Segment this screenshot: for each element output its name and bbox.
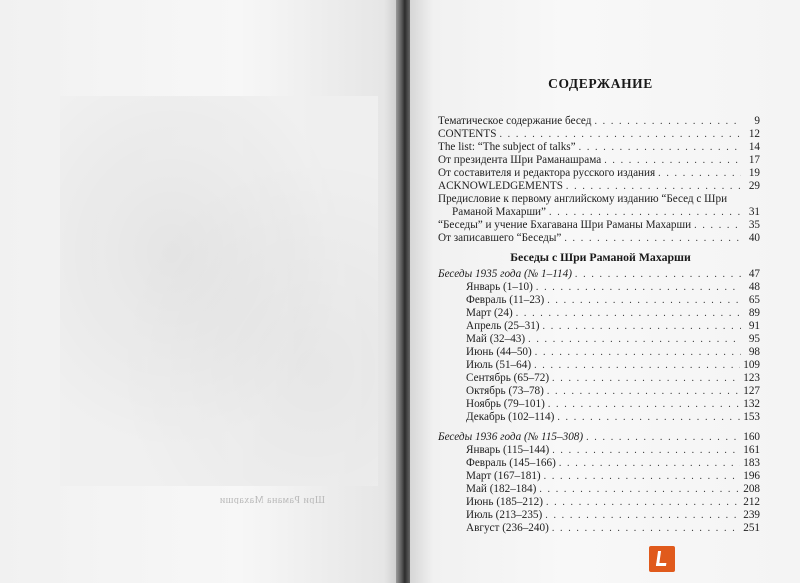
toc-entry: От записавшего “Беседы” . . . 40 [438, 232, 760, 245]
toc-month: Ноябрь (79–101) . . . 132 [466, 398, 760, 411]
toc-entry-first-line: Предисловие к первому английскому изданию “Бесед с Шри [438, 193, 728, 205]
toc-month: Август (236–240) . . . 251 [466, 522, 760, 535]
toc-entry: От составителя и редактора русского издания . . . 19 [438, 167, 760, 180]
toc-month: Июль (51–64) . . . 109 [466, 359, 760, 372]
table-of-contents [438, 0, 763, 583]
toc-month: Апрель (25–31) . . . 91 [466, 320, 760, 333]
toc-entry-continued: Раманой Махарши” . . . 31 [452, 206, 760, 219]
toc-month: Январь (1–10) . . . 48 [466, 281, 760, 294]
toc-month: Февраль (145–166) . . . 183 [466, 457, 760, 470]
toc-year-1935: Беседы 1935 года (№ 1–114) . . . 47 [438, 268, 760, 281]
toc-entry: ACKNOWLEDGEMENTS . . . 29 [438, 180, 760, 193]
toc-month: Январь (115–144) . . . 161 [466, 444, 760, 457]
toc-month: Июнь (185–212) . . . 212 [466, 496, 760, 509]
toc-title: СОДЕРЖАНИЕ [548, 76, 653, 91]
toc-month: Май (32–43) . . . 95 [466, 333, 760, 346]
toc-month: Март (24) . . . 89 [466, 307, 760, 320]
toc-entry: Тематическое содержание бесед . . . 9 [438, 115, 760, 128]
toc-entry: От президента Шри Раманашрама . . . 17 [438, 154, 760, 167]
toc-entry: The list: “The subject of talks” . . . 14 [438, 141, 760, 154]
faded-photo [60, 96, 378, 486]
toc-month: Март (167–181) . . . 196 [466, 470, 760, 483]
toc-entry: CONTENTS . . . 12 [438, 128, 760, 141]
publisher-logo-icon [649, 546, 675, 572]
toc-month: Сентябрь (65–72) . . . 123 [466, 372, 760, 385]
section-title: Беседы с Шри Раманой Махарши [510, 250, 691, 264]
toc-month: Февраль (11–23) . . . 65 [466, 294, 760, 307]
photo-caption-bleedthrough: Шри Рамана Махарши [219, 495, 325, 504]
toc-month: Май (182–184) . . . 208 [466, 483, 760, 496]
toc-month: Декабрь (102–114) . . . 153 [466, 411, 760, 424]
toc-month: Июль (213–235) . . . 239 [466, 509, 760, 522]
toc-year-1936: Беседы 1936 года (№ 115–308) . . . 160 [438, 431, 760, 444]
toc-month: Октябрь (73–78) . . . 127 [466, 385, 760, 398]
toc-entry: “Беседы” и учение Бхагавана Шри Раманы Махарши . . . 35 [438, 219, 760, 232]
logo-mark [656, 551, 668, 566]
toc-month: Июнь (44–50) . . . 98 [466, 346, 760, 359]
